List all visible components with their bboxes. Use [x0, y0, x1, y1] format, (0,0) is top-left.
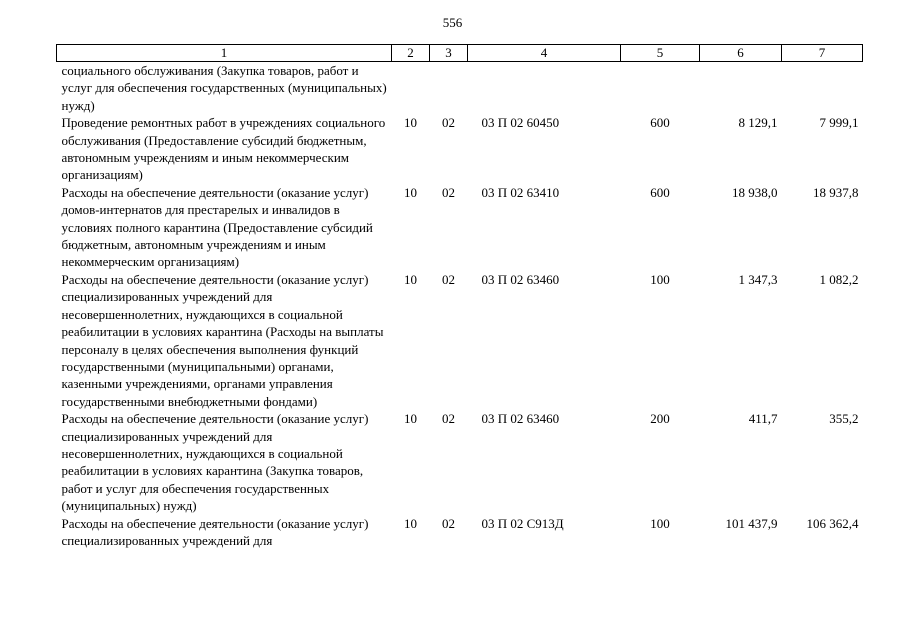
row-amount-6: 8 129,1: [738, 115, 778, 131]
budget-table: [56, 44, 863, 549]
row-expense-type: 200: [650, 411, 670, 427]
row-amount-7: 355,2: [829, 411, 859, 427]
row-target-code: 03 П 02 63410: [481, 184, 560, 200]
row-expense-type: 600: [650, 115, 670, 131]
row-subsection: 02: [442, 184, 455, 200]
row-subsection: 02: [442, 515, 455, 531]
row-description: социального обслуживания (Закупка товаров, работ и услуг для обеспечения государственных (муниципальных) нужд): [61, 63, 387, 113]
row-expense-type: 100: [650, 271, 670, 287]
row-description: Расходы на обеспечение деятельности (оказание услуг) специализированных учреждений для несовершеннолетних, нуждающихся в социальной реабилитации в условиях карантина (Расходы на выплаты персоналу в целях обеспечения выполнения функций государственными (муниципальными) органами, казенными учреждениями, органами управления государственными внебюджетными фондами): [61, 271, 384, 409]
header-col-3: 3: [430, 45, 468, 62]
row-subsection: 02: [442, 271, 455, 287]
row-expense-type: 100: [650, 515, 670, 531]
row-amount-7: 106 362,4: [806, 515, 859, 531]
header-col-2: 2: [392, 45, 430, 62]
row-target-code: 03 П 02 С913Д: [481, 515, 564, 531]
row-description: Расходы на обеспечение деятельности (оказание услуг) специализированных учреждений для несовершеннолетних, нуждающихся в социальной реабилитации в условиях карантина (Закупка товаров, работ и услуг для обеспечения государственных (муниципальных) нужд): [61, 411, 369, 514]
row-description: Расходы на обеспечение деятельности (оказание услуг) домов-интернатов для престарелых и инвалидов в условиях полного карантина (Предоставление субсидий бюджетным, автономным учреждениям и иным некоммерческим организациям): [61, 184, 373, 270]
row-amount-6: 18 938,0: [732, 184, 778, 200]
table-row: [57, 114, 863, 184]
table-row: [57, 184, 863, 271]
row-section: 10: [404, 515, 417, 531]
row-expense-type: [621, 62, 700, 115]
row-amount-6: 101 437,9: [725, 515, 778, 531]
row-amount-6: [700, 62, 782, 115]
row-amount-6: 1 347,3: [738, 271, 778, 287]
row-subsection: [430, 62, 468, 115]
row-target-code: 03 П 02 63460: [481, 411, 560, 427]
table-row: [57, 410, 863, 514]
row-target-code: [468, 62, 621, 115]
row-amount-7: [782, 62, 863, 115]
row-subsection: 02: [442, 411, 455, 427]
row-amount-7: 1 082,2: [819, 271, 859, 287]
row-target-code: 03 П 02 60450: [481, 115, 560, 131]
row-subsection: 02: [442, 115, 455, 131]
row-section: [392, 62, 430, 115]
table-row: [57, 515, 863, 550]
header-col-7: 7: [782, 45, 863, 62]
row-section: 10: [404, 411, 417, 427]
table-row: [57, 62, 863, 115]
header-col-1: 1: [57, 45, 392, 62]
row-target-code: 03 П 02 63460: [481, 271, 560, 287]
table-body: [57, 62, 863, 550]
row-amount-7: 18 937,8: [813, 184, 859, 200]
table-header: [57, 45, 863, 62]
header-row: [57, 45, 863, 62]
row-amount-6: 411,7: [748, 411, 778, 427]
header-col-6: 6: [700, 45, 782, 62]
row-section: 10: [404, 184, 417, 200]
page-number: 556: [442, 15, 463, 30]
table-row: [57, 271, 863, 410]
row-description: Расходы на обеспечение деятельности (оказание услуг) специализированных учреждений для: [61, 515, 369, 548]
header-col-5: 5: [621, 45, 700, 62]
row-section: 10: [404, 115, 417, 131]
header-col-4: 4: [468, 45, 621, 62]
row-expense-type: 600: [650, 184, 670, 200]
row-section: 10: [404, 271, 417, 287]
row-amount-7: 7 999,1: [819, 115, 859, 131]
row-description: Проведение ремонтных работ в учреждениях социального обслуживания (Предоставление субсидий бюджетным, автономным учреждениям и иным некоммерческим организациям): [61, 115, 386, 183]
